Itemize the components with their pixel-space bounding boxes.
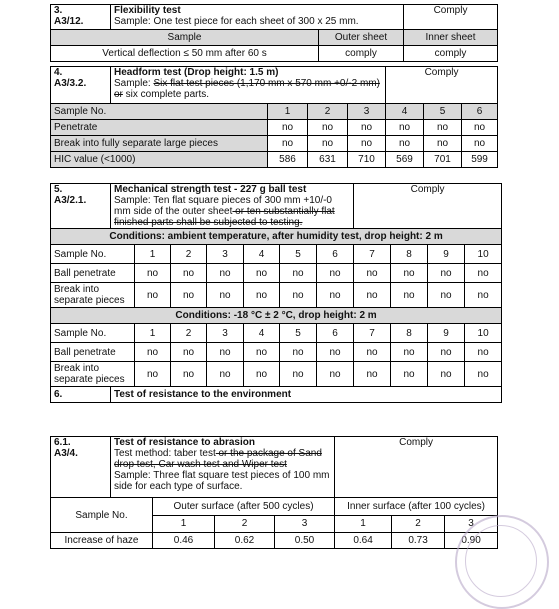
sample-number: 4 [244, 324, 280, 343]
result-value: 569 [386, 152, 424, 168]
section-description: Flexibility test Sample: One test piece for each sheet of 300 x 25 mm. [111, 5, 404, 30]
result-value: no [135, 343, 171, 362]
abrasion-haze-row [51, 533, 498, 549]
sample-no-label: Sample No. [51, 245, 135, 264]
result-value: no [268, 136, 308, 152]
sample-number: 5 [280, 324, 317, 343]
result-value: no [244, 264, 280, 283]
outer-sheet-header: Outer sheet [319, 30, 404, 46]
result-value: no [348, 136, 386, 152]
headform-test-table [50, 66, 498, 168]
result-value: no [171, 362, 207, 387]
result-value: 586 [268, 152, 308, 168]
ball-test-table [50, 183, 502, 403]
haze-label: Increase of haze [51, 533, 153, 549]
result-value: no [317, 362, 354, 387]
result-comply: Comply [354, 184, 502, 229]
sample-no-header: Sample No. [51, 498, 153, 533]
sample-number: 6 [317, 245, 354, 264]
sample-number: 1 [268, 104, 308, 120]
sample-number: 2 [171, 324, 207, 343]
sample-number: 3 [207, 245, 244, 264]
row-label: Break into fully separate large pieces [51, 136, 268, 152]
sample-number: 8 [391, 245, 428, 264]
result-value: 631 [308, 152, 348, 168]
row-label: Ball penetrate [51, 264, 135, 283]
result-value: no [280, 283, 317, 308]
haze-value: 0.64 [335, 533, 392, 549]
sample-number: 2 [171, 245, 207, 264]
result-value: no [428, 362, 465, 387]
result-value: no [317, 264, 354, 283]
sample-number: 4 [244, 245, 280, 264]
section-description: Mechanical strength test - 227 g ball test Sample: Ten flat square pieces of 300 mm +10/-0 mm side of the outer sheet or ten substantially flat finished parts shall be subjected to testing. [111, 184, 354, 229]
table-row [51, 264, 502, 283]
sample-number: 2 [308, 104, 348, 120]
abrasion-test-table [50, 436, 498, 549]
table-row [51, 152, 498, 168]
sample-number: 1 [153, 515, 215, 533]
result-comply: Comply [386, 67, 498, 104]
section-number: 6. [51, 387, 111, 403]
conditions-ambient: Conditions: ambient temperature, after humidity test, drop height: 2 m [51, 229, 502, 245]
result-value: no [207, 362, 244, 387]
sample-number: 6 [462, 104, 498, 120]
result-value: no [348, 120, 386, 136]
result-value: no [171, 283, 207, 308]
conditions-cold: Conditions: -18 °C ± 2 °C, drop height: 2 m [51, 308, 502, 324]
result-value: no [386, 136, 424, 152]
row-label: Penetrate [51, 120, 268, 136]
result-value: no [135, 264, 171, 283]
result-value: no [317, 343, 354, 362]
row-label: HIC value (<1000) [51, 152, 268, 168]
result-value: no [308, 120, 348, 136]
section-number: 3. A3/12. [51, 5, 111, 30]
table-row [51, 343, 502, 362]
section-title: Test of resistance to the environment [111, 387, 502, 403]
result-value: no [386, 120, 424, 136]
table-row [51, 362, 502, 387]
result-value: no [354, 362, 391, 387]
result-value: no [171, 264, 207, 283]
sample-number: 10 [465, 245, 502, 264]
sample-number: 2 [392, 515, 445, 533]
result-value: no [465, 362, 502, 387]
sample-header: Sample [51, 30, 319, 46]
sample-number: 5 [424, 104, 462, 120]
table-row [51, 120, 498, 136]
result-value: no [424, 136, 462, 152]
result-value: no [244, 343, 280, 362]
result-value: no [462, 120, 498, 136]
result-value: 701 [424, 152, 462, 168]
criterion-cell: Vertical deflection ≤ 50 mm after 60 s [51, 46, 319, 62]
section-description: Headform test (Drop height: 1.5 m) Sample: Six flat test pieces (1,170 mm x 570 mm +0/-2 mm) or six complete parts. [111, 67, 386, 104]
result-value: no [244, 362, 280, 387]
outer-result: comply [319, 46, 404, 62]
table-row [51, 136, 498, 152]
outer-surface-header: Outer surface (after 500 cycles) [153, 498, 335, 516]
result-value: no [465, 343, 502, 362]
sample-number: 5 [280, 245, 317, 264]
result-value: no [391, 362, 428, 387]
sample-number: 1 [135, 324, 171, 343]
result-value: no [308, 136, 348, 152]
result-value: no [268, 120, 308, 136]
result-value: no [171, 343, 207, 362]
result-value: no [207, 264, 244, 283]
inner-result: comply [404, 46, 498, 62]
inner-sheet-header: Inner sheet [404, 30, 498, 46]
sample-number: 1 [335, 515, 392, 533]
result-value: no [354, 283, 391, 308]
haze-value: 0.73 [392, 533, 445, 549]
ball-results-cold [51, 324, 502, 387]
result-value: no [207, 283, 244, 308]
sample-number: 8 [391, 324, 428, 343]
sample-number: 3 [207, 324, 244, 343]
section-description: Test of resistance to abrasion Test method: taber test or the package of Sand drop test, Car wash test and Wiper test Sample: Three flat square test pieces of 100 mm side for each type of surface. [111, 437, 335, 498]
haze-value: 0.46 [153, 533, 215, 549]
result-value: no [135, 283, 171, 308]
sample-number: 7 [354, 324, 391, 343]
inner-surface-header: Inner surface (after 100 cycles) [335, 498, 498, 516]
result-value: no [428, 283, 465, 308]
sample-number: 3 [275, 515, 335, 533]
section-number: 6.1. A3/4. [51, 437, 111, 498]
sample-number: 6 [317, 324, 354, 343]
result-value: no [391, 264, 428, 283]
sample-number: 9 [428, 245, 465, 264]
result-value: no [207, 343, 244, 362]
sample-number: 9 [428, 324, 465, 343]
table-header-row [51, 245, 502, 264]
sample-number: 10 [465, 324, 502, 343]
section-number: 5. A3/2.1. [51, 184, 111, 229]
result-comply: Comply [335, 437, 498, 498]
haze-value: 0.62 [215, 533, 275, 549]
sample-number: 7 [354, 245, 391, 264]
sample-number: 1 [135, 245, 171, 264]
result-value: no [428, 264, 465, 283]
result-value: no [391, 283, 428, 308]
ball-results-ambient [51, 245, 502, 308]
row-label: Break into separate pieces [51, 283, 135, 308]
result-value: no [280, 343, 317, 362]
result-value: no [354, 264, 391, 283]
result-value: no [317, 283, 354, 308]
haze-value: 0.50 [275, 533, 335, 549]
sample-no-label: Sample No. [51, 324, 135, 343]
approval-stamp [455, 515, 549, 609]
section-number: 4. A3/3.2. [51, 67, 111, 104]
flexibility-test-table [50, 4, 498, 62]
result-value: no [280, 362, 317, 387]
result-value: no [280, 264, 317, 283]
sample-no-label: Sample No. [51, 104, 268, 120]
result-comply: Comply [404, 5, 498, 30]
result-value: 710 [348, 152, 386, 168]
result-value: no [424, 120, 462, 136]
row-label: Break into separate pieces [51, 362, 135, 387]
result-value: no [391, 343, 428, 362]
result-value: no [244, 283, 280, 308]
table-header-row [51, 104, 498, 120]
result-value: no [462, 136, 498, 152]
result-value: no [465, 283, 502, 308]
result-value: no [428, 343, 465, 362]
result-value: 599 [462, 152, 498, 168]
sample-number: 4 [386, 104, 424, 120]
result-value: no [135, 362, 171, 387]
sample-number: 3 [348, 104, 386, 120]
sample-number: 3 [445, 515, 498, 533]
sample-number: 2 [215, 515, 275, 533]
result-value: no [465, 264, 502, 283]
haze-value: 0.90 [445, 533, 498, 549]
table-row [51, 283, 502, 308]
row-label: Ball penetrate [51, 343, 135, 362]
result-value: no [354, 343, 391, 362]
headform-results [51, 104, 498, 168]
table-header-row [51, 324, 502, 343]
